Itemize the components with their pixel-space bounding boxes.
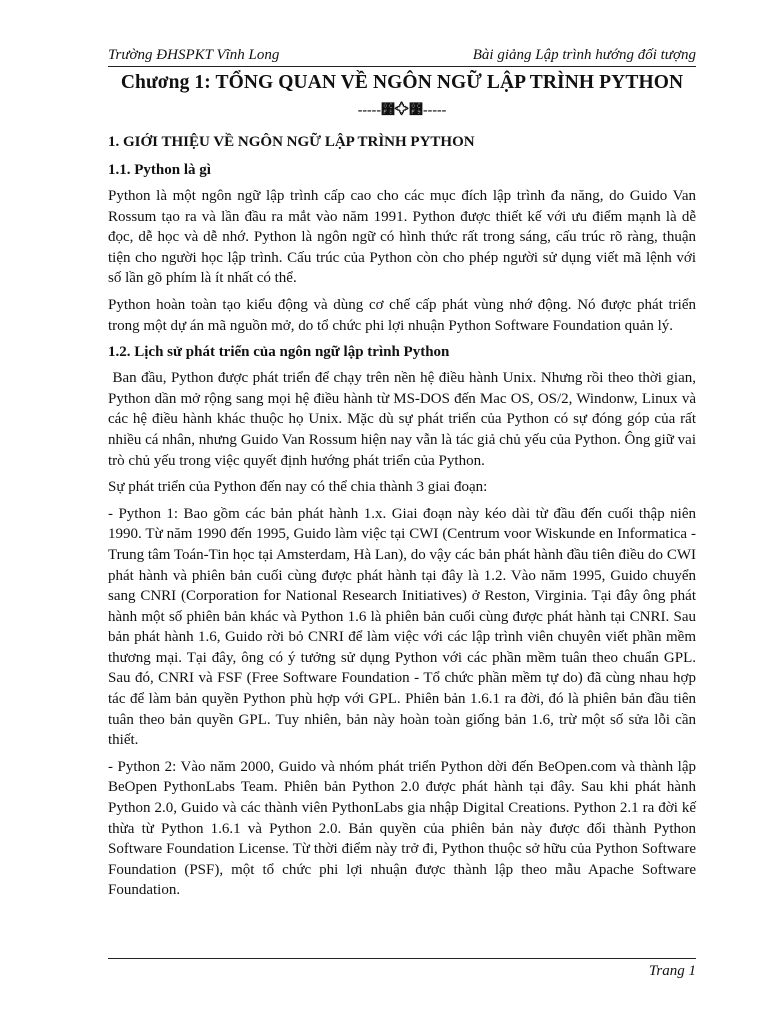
subsection-heading-1-2: 1.2. Lịch sử phát triển của ngôn ngữ lập trình Python	[108, 344, 450, 361]
paragraph: Python hoàn toàn tạo kiểu động và dùng cơ chế cấp phát vùng nhớ động. Nó được phát triển trong một dự án mã nguồn mở, do tổ chức phi lợi nhuận Python Software Foundation quản lý.	[108, 296, 696, 334]
paragraph: Sự phát triển của Python đến nay có thể chia thành 3 giai đoạn:	[108, 479, 488, 496]
section-heading-1: 1. GIỚI THIỆU VỀ NGÔN NGỮ LẬP TRÌNH PYTHON	[108, 134, 475, 150]
page-footer	[108, 958, 696, 980]
paragraph: Ban đầu, Python được phát triển để chạy trên nền hệ điều hành Unix. Nhưng rồi theo thời gian, Python dần mở rộng sang mọi hệ điều hành từ MS-DOS đến Mac OS, OS/2, Windonw, Linux và các hệ điều hành khác thuộc họ Unix. Mặc dù sự phát triển của Python có sự đóng góp của rất nhiều cá nhân, nhưng Guido Van Rossum hiện nay vẫn là tác giả chủ yếu của Python. Ông giữ vai trò chủ yếu trong việc quyết định hướng phát triển của Python.	[108, 370, 700, 469]
page-number: Trang 1	[648, 963, 696, 979]
header-course: Bài giảng Lập trình hướng đối tượng	[472, 47, 696, 63]
header-school: Trường ĐHSPKT Vĩnh Long	[108, 47, 280, 63]
subsection-heading-1-1: 1.1. Python là gì	[108, 162, 211, 178]
page-content	[108, 66, 700, 907]
title-ornament: -----೸✧೹-----	[357, 103, 447, 118]
paragraph: - Python 2: Vào năm 2000, Guido và nhóm phát triển Python dời đến BeOpen.com và thành lập BeOpen PythonLabs Team. Phiên bản Python 2.0 được phát hành tại đây. Sau khi phát hành Python 2.0, Guido và các thành viên PythonLabs gia nhập Digital Creations. Python 2.1 ra đời kế thừa từ Python 1.6.1 và Python 2.0. Bản quyền của phiên bản này được đổi thành Python Software Foundation License. Từ thời điểm này trở đi, Python thuộc sở hữu của Python Software Foundation (PSF), một tổ chức phi lợi nhuận được thành lập theo mẫu Apache Software Foundation.	[108, 758, 696, 899]
page-header	[108, 40, 696, 67]
paragraph: - Python 1: Bao gồm các bản phát hành 1.x. Giai đoạn này kéo dài từ đầu đến cuối thập niên 1990. Từ năm 1990 đến 1995, Guido làm việc tại CWI (Centrum voor Wiskunde en Informatica - Trung tâm Toán-Tin học tại Amsterdam, Hà Lan), do vậy các bản phát hành đầu tiên điều do CWI phát hành và phiên bản cuối cùng được phát hành tại đây là 1.2. Vào năm 1995, Guido chuyển sang CNRI (Corporation for National Research Initiatives) ở Reston, Virginia. Tại đây ông phát hành một số phiên bản khác và Python 1.6 là phiên bản cuối cùng được phát hành tại CNRI. Sau bản phát hành 1.6, Guido rời bỏ CNRI để làm việc với các lập trình viên chuyên viết phần mềm thương mại. Tại đây, ông có ý tưởng sử dụng Python với các phần mềm tuân theo chuẩn GPL. Sau đó, CNRI và FSF (Free Software Foundation - Tổ chức phần mềm tự do) đã cùng nhau hợp tác để làm bản quyền Python phù hợp với GPL. Phiên bản 1.6.1 ra đời, đó là phiên bản đầu tiên tuân theo bản quyền GPL. Tuy nhiên, bản này hoàn toàn giống bản 1.6, trừ một số sửa lỗi cần thiết.	[108, 505, 696, 749]
chapter-title: Chương 1: TỔNG QUAN VỀ NGÔN NGỮ LẬP TRÌNH PYTHON	[120, 72, 684, 93]
paragraph: Python là một ngôn ngữ lập trình cấp cao cho các mục đích lập trình đa năng, do Guido Van Rossum tạo ra và lần đầu ra mắt vào năm 1991. Python được thiết kế với ưu điểm mạnh là dễ đọc, dễ học và dễ nhớ. Python là ngôn ngữ có hình thức rất trong sáng, cấu trúc rõ ràng, thuận tiện cho người học lập trình. Cấu trúc của Python còn cho phép người sử dụng viết mã lệnh với số lần gõ phím là ít nhất có thể.	[108, 188, 696, 287]
